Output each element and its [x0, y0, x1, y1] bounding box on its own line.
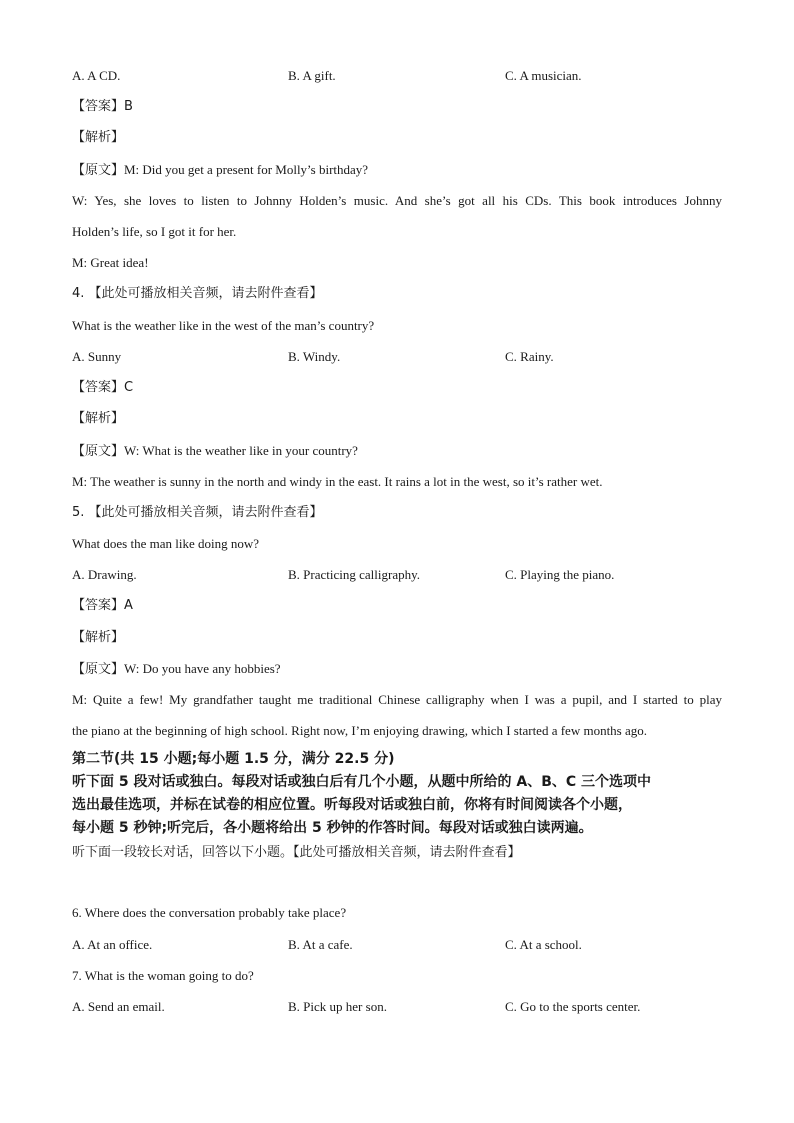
q4-transcript-line: M: The weather is sunny in the north and windy in the east. It rains a lot in the west, so it’s rather wet. [72, 474, 603, 489]
q4-transcript-line: 【原文】W: What is the weather like in your country? [72, 443, 358, 458]
q6-option-c: C. At a school. [505, 937, 582, 952]
q3-transcript-line: M: Great idea! [72, 255, 149, 270]
q4-analysis-label: 【解析】 [72, 411, 125, 426]
q4-header: 4. 【此处可播放相关音频，请去附件查看】 [72, 286, 323, 301]
q5-option-a: A. Drawing. [72, 567, 137, 582]
q3-option-b: B. A gift. [288, 68, 336, 83]
section-instructions: 听下面 5 段对话或独白。每段对话或独白后有几个小题，从题中所给的 A、B、C 三个选项中 [72, 774, 652, 790]
section-lead: 听下面一段较长对话，回答以下小题。【此处可播放相关音频，请去附件查看】 [72, 845, 521, 860]
q5-answer: 【答案】A [72, 598, 133, 613]
q4-option-c: C. Rainy. [505, 349, 554, 364]
q7-option-c: C. Go to the sports center. [505, 999, 641, 1014]
q4-answer: 【答案】C [72, 380, 134, 395]
section-instructions: 每小题 5 秒钟;听完后，各小题将给出 5 秒钟的作答时间。每段对话或独白读两遍。 [72, 820, 593, 836]
section-title: 第二节(共 15 小题;每小题 1.5 分，满分 22.5 分) [72, 751, 395, 767]
q3-transcript-line: W: Yes, she loves to listen to Johnny Holden’s music. And she’s got all his CDs. This book introduces Johnny [72, 193, 722, 208]
q4-option-a: A. Sunny [72, 349, 122, 364]
q3-option-c: C. A musician. [505, 68, 582, 83]
q6-question: 6. Where does the conversation probably take place? [72, 905, 347, 920]
q3-option-a: A. A CD. [72, 68, 121, 83]
q4-question: What is the weather like in the west of the man’s country? [72, 318, 375, 333]
q5-question: What does the man like doing now? [72, 536, 260, 551]
q5-transcript-line: the piano at the beginning of high school. Right now, I’m enjoying drawing, which I started a few months ago. [72, 723, 648, 738]
q7-option-a: A. Send an email. [72, 999, 165, 1014]
q3-transcript-line: Holden’s life, so I got it for her. [72, 224, 237, 239]
q3-answer: 【答案】B [72, 99, 133, 114]
q6-option-b: B. At a cafe. [288, 937, 353, 952]
q3-transcript-line: 【原文】M: Did you get a present for Molly’s birthday? [72, 162, 369, 177]
q6-option-a: A. At an office. [72, 937, 153, 952]
q7-option-b: B. Pick up her son. [288, 999, 387, 1014]
q5-option-b: B. Practicing calligraphy. [288, 567, 421, 582]
q4-option-b: B. Windy. [288, 349, 341, 364]
q5-header: 5. 【此处可播放相关音频，请去附件查看】 [72, 505, 323, 520]
q3-analysis-label: 【解析】 [72, 130, 125, 145]
q5-analysis-label: 【解析】 [72, 630, 125, 645]
q7-question: 7. What is the woman going to do? [72, 968, 254, 983]
q5-option-c: C. Playing the piano. [505, 567, 615, 582]
q5-transcript-line: M: Quite a few! My grandfather taught me traditional Chinese calligraphy when I was a pupil, and I started to play [72, 692, 722, 707]
q5-transcript-line: 【原文】W: Do you have any hobbies? [72, 661, 281, 676]
section-instructions: 选出最佳选项，并标在试卷的相应位置。听每段对话或独白前，你将有时间阅读各个小题， [72, 797, 632, 813]
